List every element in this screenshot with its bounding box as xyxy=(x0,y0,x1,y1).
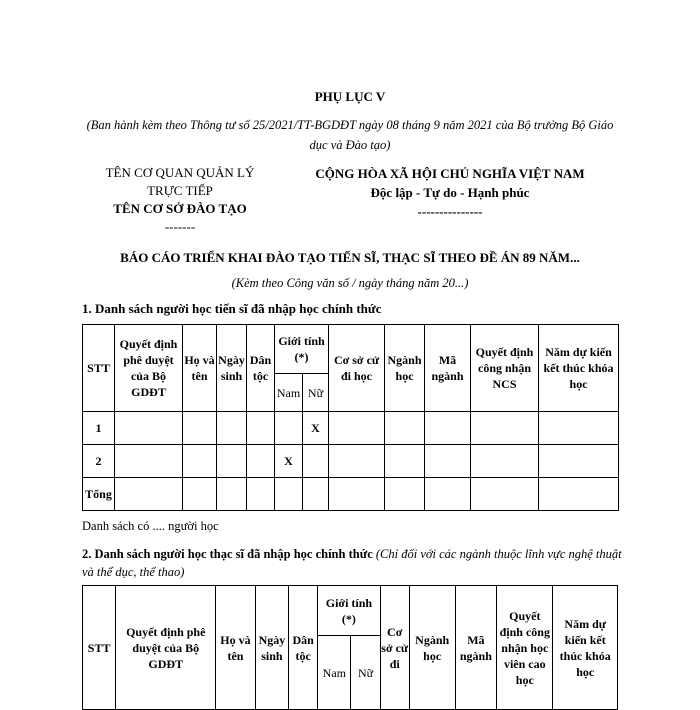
table-row xyxy=(83,445,619,478)
section-2-heading-note: (Chỉ đối với các ngành thuộc lĩnh vực nghệ thuật và thể dục, thể thao) xyxy=(82,547,622,579)
row-stt: 2 xyxy=(83,445,115,478)
row-male: X xyxy=(275,445,303,478)
header-gender: Giới tính (*) xyxy=(275,325,329,374)
country-name: CỘNG HÒA XÃ HỘI CHỦ NGHĨA VIỆT NAM xyxy=(315,166,585,181)
header-male: Nam xyxy=(318,636,351,710)
header-recognition: Quyết định công nhận NCS xyxy=(471,325,539,412)
header-gender: Giới tính (*) xyxy=(318,586,380,636)
header-decision: Quyết định phê duyệt của Bộ GDĐT xyxy=(116,586,216,710)
header-dob: Ngày sinh xyxy=(217,325,247,412)
row-stt: 1 xyxy=(83,412,115,445)
section-1-count-note: Danh sách có .... người học xyxy=(82,519,219,533)
report-subtitle: (Kèm theo Công văn số / ngày tháng năm 20...) xyxy=(231,276,469,290)
table-row xyxy=(83,412,619,445)
header-ethnic: Dân tộc xyxy=(247,325,275,412)
appendix-title: PHỤ LỤC V xyxy=(314,89,386,104)
header-major-code: Mã ngành xyxy=(455,586,497,710)
section-2-heading: 2. Danh sách người học thạc sĩ đã nhập học chính thức xyxy=(82,547,373,561)
agency-line-2: TRỰC TIẾP xyxy=(147,183,213,198)
header-dob: Ngày sinh xyxy=(255,586,288,710)
report-title: BÁO CÁO TRIỂN KHAI ĐÀO TẠO TIẾN SĨ, THẠC SĨ THEO ĐỀ ÁN 89 NĂM... xyxy=(120,250,580,265)
row-male xyxy=(275,412,303,445)
header-female: Nữ xyxy=(303,374,329,412)
row-male xyxy=(275,478,303,511)
motto-divider: --------------- xyxy=(417,204,483,219)
phd-students-table xyxy=(82,324,619,511)
section-2-heading-block xyxy=(82,545,622,581)
header-male: Nam xyxy=(275,374,303,412)
header-major: Ngành học xyxy=(409,586,455,710)
institution-name: TÊN CƠ SỞ ĐÀO TẠO xyxy=(113,201,247,216)
row-female: X xyxy=(303,412,329,445)
row-female xyxy=(303,478,329,511)
section-1-heading: 1. Danh sách người học tiến sĩ đã nhập học chính thức xyxy=(82,301,382,316)
header-end-year: Năm dự kiến kết thúc khóa học xyxy=(553,586,618,710)
header-stt: STT xyxy=(83,325,115,412)
header-end-year: Năm dự kiến kết thúc khóa học xyxy=(539,325,619,412)
header-major: Ngành học xyxy=(385,325,425,412)
header-stt: STT xyxy=(83,586,116,710)
header-name: Họ và tên xyxy=(183,325,217,412)
header-major-code: Mã ngành xyxy=(425,325,471,412)
header-sent-by: Cơ sở cử đi xyxy=(380,586,409,710)
row-total-label: Tổng xyxy=(83,478,115,511)
agency-divider: ------- xyxy=(164,219,196,234)
agency-line-1: TÊN CƠ QUAN QUẢN LÝ xyxy=(105,165,255,180)
issued-note: (Ban hành kèm theo Thông tư số 25/2021/TT-BGDĐT ngày 08 tháng 9 năm 2021 của Bộ trưởng Bộ Giáo dục và Đào tạo) xyxy=(86,118,614,152)
national-motto xyxy=(300,164,600,221)
header-sent-by: Cơ sở cử đi học xyxy=(329,325,385,412)
header-recognition: Quyết định công nhận học viên cao học xyxy=(497,586,553,710)
header-decision: Quyết định phê duyệt của Bộ GDĐT xyxy=(115,325,183,412)
header-name: Họ và tên xyxy=(216,586,256,710)
header-ethnic: Dân tộc xyxy=(289,586,318,710)
agency-header xyxy=(80,164,280,236)
header-female: Nữ xyxy=(351,636,380,710)
table-total-row xyxy=(83,478,619,511)
row-female xyxy=(303,445,329,478)
motto: Độc lập - Tự do - Hạnh phúc xyxy=(370,185,530,200)
masters-students-table xyxy=(82,585,618,710)
